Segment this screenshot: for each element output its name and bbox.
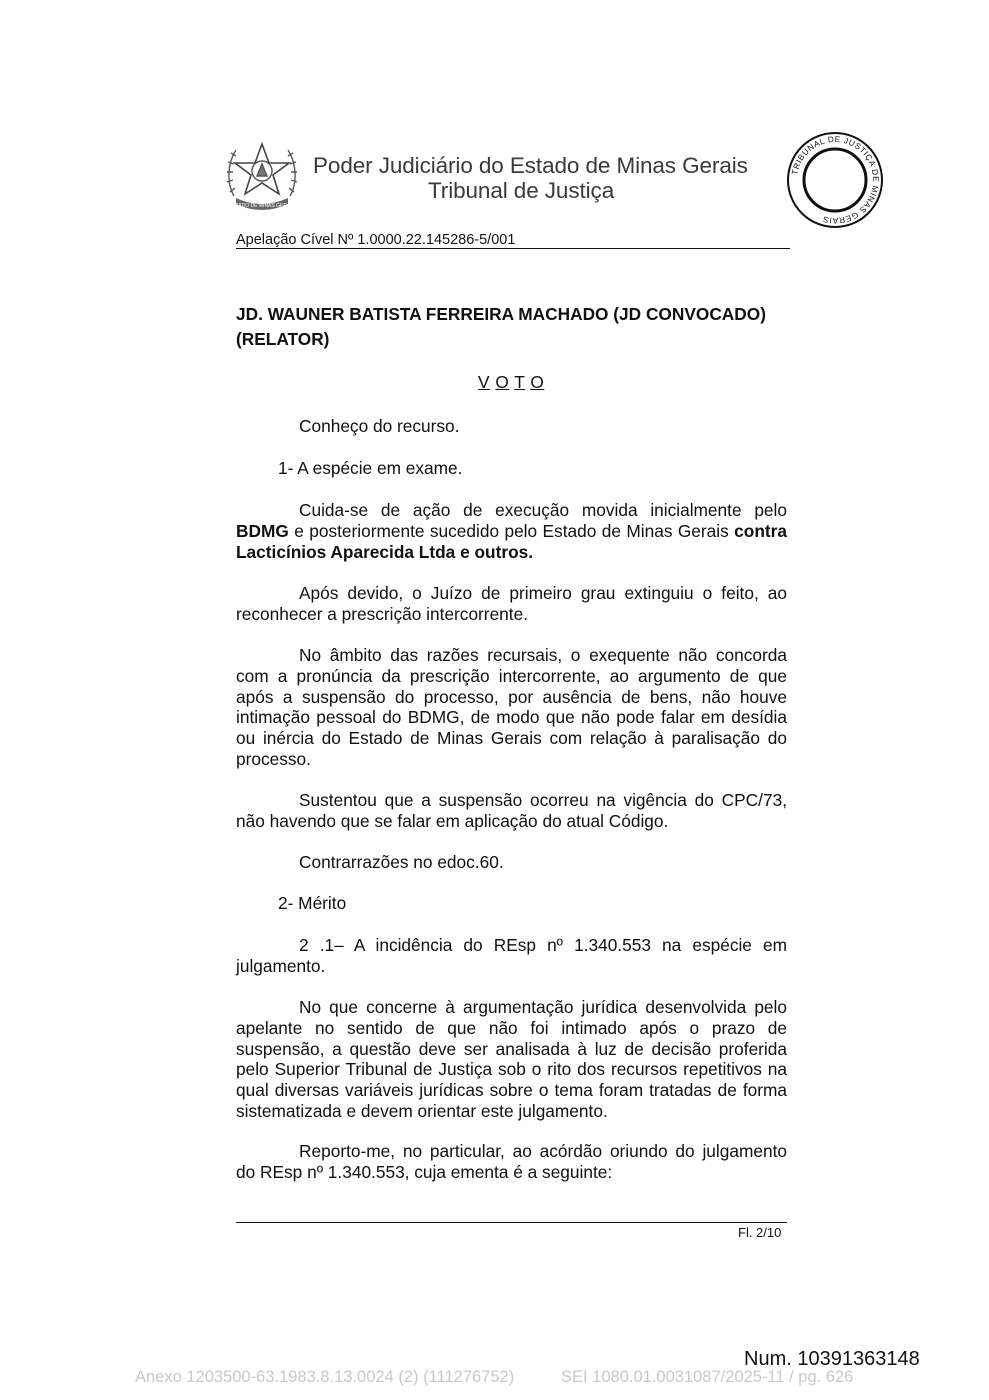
sei-watermark: SEI 1080.01.0031087/2025-11 / pg. 626 xyxy=(561,1368,854,1386)
paragraph-counterarguments: Contrarrazões no edoc.60. xyxy=(299,852,504,872)
paragraph-admissibility: Conheço do recurso. xyxy=(299,416,460,436)
paragraph-text: e posteriormente sucedido pelo Estado de Minas Gerais xyxy=(288,520,735,541)
annex-watermark: Anexo 1203500-63.1983.8.13.0024 (2) (111276752) xyxy=(135,1368,515,1386)
section-heading-2: 2- Mérito xyxy=(278,893,347,913)
paragraph-stj-precedent: No que concerne à argumentação jurídica desenvolvida pelo apelante no sentido de que não foi intimado após o prazo de suspensão, a questão deve ser analisada à luz de decisão proferida pelo Superior Tribunal de Justiça sob o rito dos recursos repetitivos na qual diversas variáveis jurídicas sobre o tema foram tratadas de forma sistematizada e devem orientar este julgamento. xyxy=(236,997,787,1121)
paragraph-text: Cuida-se de ação de execução movida inicialmente pelo xyxy=(299,500,787,520)
vote-title-letter: V xyxy=(478,372,491,392)
subsection-heading-2-1: 2 .1– A incidência do REsp nº 1.340.553 na espécie em julgamento. xyxy=(236,935,787,976)
paragraph-appeal-reasons: No âmbito das razões recursais, o exequente não concorda com a pronúncia da prescrição intercorrente, ao argumento de que após a suspensão do processo, por ausência de bens, não houve intimação pessoal do BDMG, de modo que não pode falar em desídia ou inércia do Estado de Minas Gerais com relação à paralisação do processo. xyxy=(236,645,787,769)
case-reference: Apelação Cível Nº 1.0000.22.145286-5/001 xyxy=(236,232,516,248)
paragraph-cpc73: Sustentou que a suspensão ocorreu na vigência do CPC/73, não havendo que se falar em aplicação do atual Código. xyxy=(236,790,787,831)
court-name: Tribunal de Justiça xyxy=(428,178,615,203)
paragraph-case-summary xyxy=(236,500,787,562)
vote-title-letter: O xyxy=(495,372,510,392)
section-heading-1: 1- A espécie em exame. xyxy=(278,458,463,478)
coat-of-arms-logo xyxy=(224,138,300,216)
footer-divider xyxy=(236,1222,787,1223)
vote-title-letter: T xyxy=(514,372,526,392)
judge-heading: JD. WAUNER BATISTA FERREIRA MACHADO (JD CONVOCADO) (RELATOR) xyxy=(236,304,766,349)
document-number: Num. 10391363148 xyxy=(744,1348,920,1370)
crest-caption: ESTADO DE MINAS GERAIS xyxy=(228,203,296,209)
court-seal-stamp xyxy=(786,131,884,229)
seal-text: TRIBUNAL DE JUSTIÇA DE MINAS GERAIS xyxy=(790,134,881,226)
page-folio: Fl. 2/10 xyxy=(738,1225,782,1240)
paragraph-ementa-intro: Reporto-me, no particular, ao acórdão oriundo do julgamento do REsp nº 1.340.553, cuja ementa é a seguinte: xyxy=(236,1141,787,1182)
vote-title-letter: O xyxy=(530,372,545,392)
paragraph-lower-court: Após devido, o Juízo de primeiro grau extinguiu o feito, ao reconhecer a prescrição intercorrente. xyxy=(236,583,787,624)
party-name-bdmg: BDMG xyxy=(236,520,289,541)
vote-title xyxy=(478,372,544,393)
organization-name: Poder Judiciário do Estado de Minas Gerais xyxy=(313,153,748,178)
header-divider xyxy=(236,248,790,249)
party-name-defendant: contra Lacticínios Aparecida Ltda e outros. xyxy=(236,520,787,562)
